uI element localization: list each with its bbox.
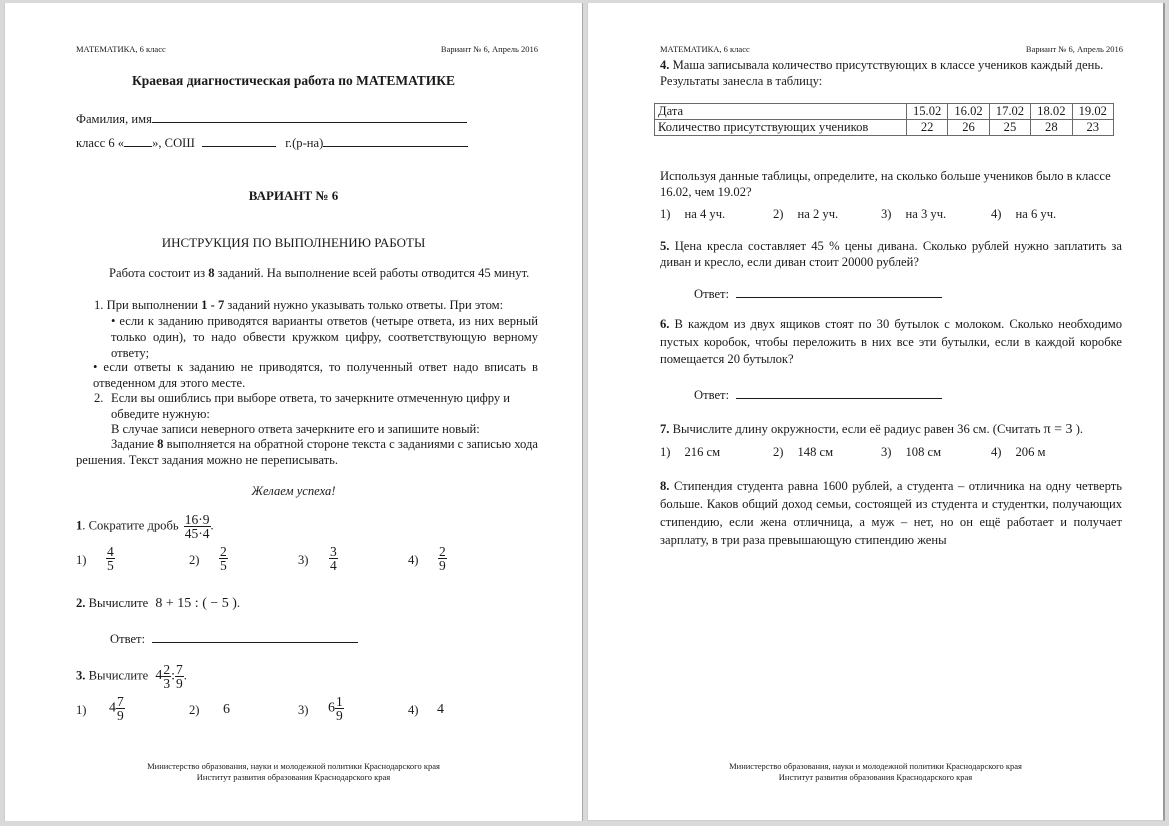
header-variant-date: Вариант № 6, Апрель 2016 [1025, 44, 1123, 54]
task-7-option-3[interactable]: 3) 108 см [881, 445, 942, 459]
task-7-option-2[interactable]: 2) 148 см [773, 445, 834, 459]
task-4-option-1[interactable]: 1) на 4 уч. [660, 207, 726, 221]
table-row: Количество присутствующих учеников 22 26 25 28 23 [655, 120, 1114, 136]
name-blank[interactable] [152, 110, 467, 123]
instruction-rule-2: 2. Если вы ошиблись при выборе ответа, то зачеркните отмеченную цифру и обведите нужную: [94, 391, 511, 421]
instruction-bullet-1: • если к заданию приводятся варианты ответов (четыре ответа, из них верный только один), то надо обвести кружком цифру, соответствующую верному ответу; [111, 314, 538, 360]
task-1-option-3[interactable]: 3) [298, 553, 309, 567]
header-subject: МАТЕМАТИКА, 6 класс [76, 44, 166, 54]
task-1-fraction: $\frac{16\cdot 9}{45\cdot 4}$ [184, 512, 210, 541]
task-4-option-2[interactable]: 2) на 2 уч. [773, 207, 839, 221]
task-1-option-1[interactable]: 1) [76, 553, 87, 567]
task-4-question: 4. Маша записывала количество присутствующих в классе учеников каждый день. Результаты занесла в таблицу: [660, 58, 1104, 88]
task-2-question: 2. Вычислите 8 + 15 : ( − 5 ). [76, 596, 241, 611]
instruction-bullet-2: • если ответы к заданию не приводятся, то полученный ответ надо вписать в отведенном для этого месте. [93, 360, 538, 390]
task-5-answer-row [694, 285, 942, 302]
task8-note: Задание 8 выполняется на обратной стороне текста с заданиями с записью хода решения. Текст задания можно не переписывать. [76, 437, 538, 467]
instruction-rule-1: 1. При выполнении 1 - 7 заданий нужно указывать только ответы. При этом: [94, 298, 504, 312]
task-2-answer-blank[interactable] [152, 630, 358, 643]
pi-expression: π = 3 [1043, 422, 1073, 437]
instructions-title: ИНСТРУКЦИЯ ПО ВЫПОЛНЕНИЮ РАБОТЫ [161, 235, 426, 250]
attendance-table [654, 103, 1114, 136]
wish-text: Желаем успеха! [251, 484, 336, 498]
task-5-answer-blank[interactable] [736, 285, 942, 298]
task-7-question: 7. Вычислите длину окружности, если её радиус равен 36 см. (Считать π = 3 ). [660, 422, 1084, 437]
class-label: класс 6 « [76, 136, 125, 150]
task-3-option-2[interactable]: 2) [189, 703, 200, 717]
task-1-option-4[interactable]: 4) [408, 553, 419, 567]
answer-label: Ответ: [694, 287, 730, 301]
school-blank[interactable] [202, 134, 276, 147]
answer-label: Ответ: [694, 388, 730, 402]
page-right [587, 3, 1165, 821]
row-label: Дата [655, 104, 907, 120]
task-6-answer-blank[interactable] [736, 386, 942, 399]
task-4-subquestion: Используя данные таблицы, определите, на сколько больше учеников было в классе 16.02, чем 19.02? [660, 169, 1111, 199]
task-5-question: 5. Цена кресла составляет 45 % цены дивана. Сколько рублей нужно заплатить за диван и кресло, если диван стоит 20000 рублей? [660, 239, 1122, 269]
page-left: МАТЕМАТИКА, 6 класс Вариант № 6, Апрель 2016 Краевая диагностическая работа по МАТЕМАТИКЕ Фамилия, имя класс 6 « », СОШ г.(р-на) ВАРИАНТ № 6 ИНСТРУКЦИЯ ПО ВЫПОЛНЕНИЮ РАБОТЫ Работа состоит из 8 заданий. На выполнение всей работы отводится 45 минут. 1. При выполнении 1 - 7 заданий нужно указывать только ответы. При этом: • если к заданию приводятся варианты ответов (четыре ответа, из них верный только один), то надо обвести кружком цифру, соответствующую верному ответу; • если ответы к заданию не приводятся, то полученный ответ надо вписать в отведенном для этого месте. 2. Если вы ошиблись при выборе ответа, то зачеркните отмеченную цифру и обведите нужную: В случае записи неверного ответа зачеркните его и запишите новый: Задание 8 выполняется на обратной стороне текста с заданиями с записью хода решения. Текст задания можно не переписывать. Желаем успеха! 1. Сократите дробь $\frac{16\cdot 9}{45\cdot 4}$ . 1) $\frac{4}{5}$ 2) $\frac{2}{5}$ 3) $\frac{3}{4}$ 4) $\frac{2}{9}$ 2. Вычислите 8 + 15 : ( − 5 ). Ответ: 3. Вычислите 4 $\frac{2}{3}$ : $\frac{7}{9}$ . 1) 4 $\frac{7}{9}$ 2) 6 3) 6 $\frac{1}{9}$ 4) 4 Министерство образования, науки и молодежной политики Краснодарского края Институт развития образования Краснодарского края [4, 3, 583, 821]
instructions-intro: Работа состоит из 8 заданий. На выполнение всей работы отводится 45 минут. [109, 266, 530, 280]
class-field-row [76, 134, 468, 151]
instruction-rule-2-extra: В случае записи неверного ответа зачеркните его и запишите новый: [111, 422, 480, 436]
task-3-question: 3. Вычислите 4 $\frac{2}{3}$ : $\frac{7}{9}$ . [76, 662, 187, 691]
region-blank[interactable] [323, 134, 468, 147]
variant-title: ВАРИАНТ № 6 [248, 188, 339, 203]
task-4-option-3[interactable]: 3) на 3 уч. [881, 207, 947, 221]
task-1-question: 1. Сократите дробь $\frac{16\cdot 9}{45\cdot 4}$ . [76, 512, 214, 541]
name-field-row [76, 110, 467, 127]
task-8-question: 8. Стипендия студента равна 1600 рублей, а студента – отличника на одну четверть больше. Каков общий доход семьи, состоящей из студента и студентки, получающих стипендию, если жена отличница, а муж – нет, но он ещё работает и получает зарплату, в три раза превышающую стипендию жены [660, 479, 1122, 547]
task-2-expression: 8 + 15 : ( − 5 ) [155, 596, 237, 611]
task-3-option-1[interactable]: 1) [76, 703, 87, 717]
answer-label: Ответ: [110, 632, 146, 646]
page-footer: Министерство образования, науки и молодежной политики Краснодарского края Институт развития образования Краснодарского края [729, 761, 1022, 782]
task-3-option-3[interactable]: 3) [298, 703, 309, 717]
task-6-question: 6. В каждом из двух ящиков стоят по 30 бутылок с молоком. Сколько необходимо пустых коробок, чтобы переложить в них все эти бутылки, если в каждой коробке помещается 20 бутылок? [660, 317, 1122, 366]
table-row: Дата 15.02 16.02 17.02 18.02 19.02 [655, 104, 1114, 120]
task-6-answer-row [694, 386, 942, 403]
task-1-option-2[interactable]: 2) [189, 553, 200, 567]
class-blank[interactable] [124, 134, 152, 147]
task-7-option-4[interactable]: 4) 206 м [991, 445, 1046, 459]
row-label: Количество присутствующих учеников [655, 120, 907, 136]
task-3-option-4[interactable]: 4) [408, 703, 419, 717]
task-4-option-4[interactable]: 4) на 6 уч. [991, 207, 1057, 221]
page-footer: Министерство образования, науки и молодежной политики Краснодарского края Институт развития образования Краснодарского края [147, 761, 440, 782]
name-label: Фамилия, имя [76, 112, 152, 126]
school-label: », СОШ [152, 136, 195, 150]
region-label: г.(р-на) [285, 136, 324, 150]
document-title: Краевая диагностическая работа по МАТЕМАТИКЕ [131, 73, 456, 88]
task-7-option-1[interactable]: 1) 216 см [660, 445, 721, 459]
task-2-answer-row [110, 630, 358, 647]
header-subject: МАТЕМАТИКА, 6 класс [660, 44, 750, 54]
header-variant-date: Вариант № 6, Апрель 2016 [440, 44, 538, 54]
